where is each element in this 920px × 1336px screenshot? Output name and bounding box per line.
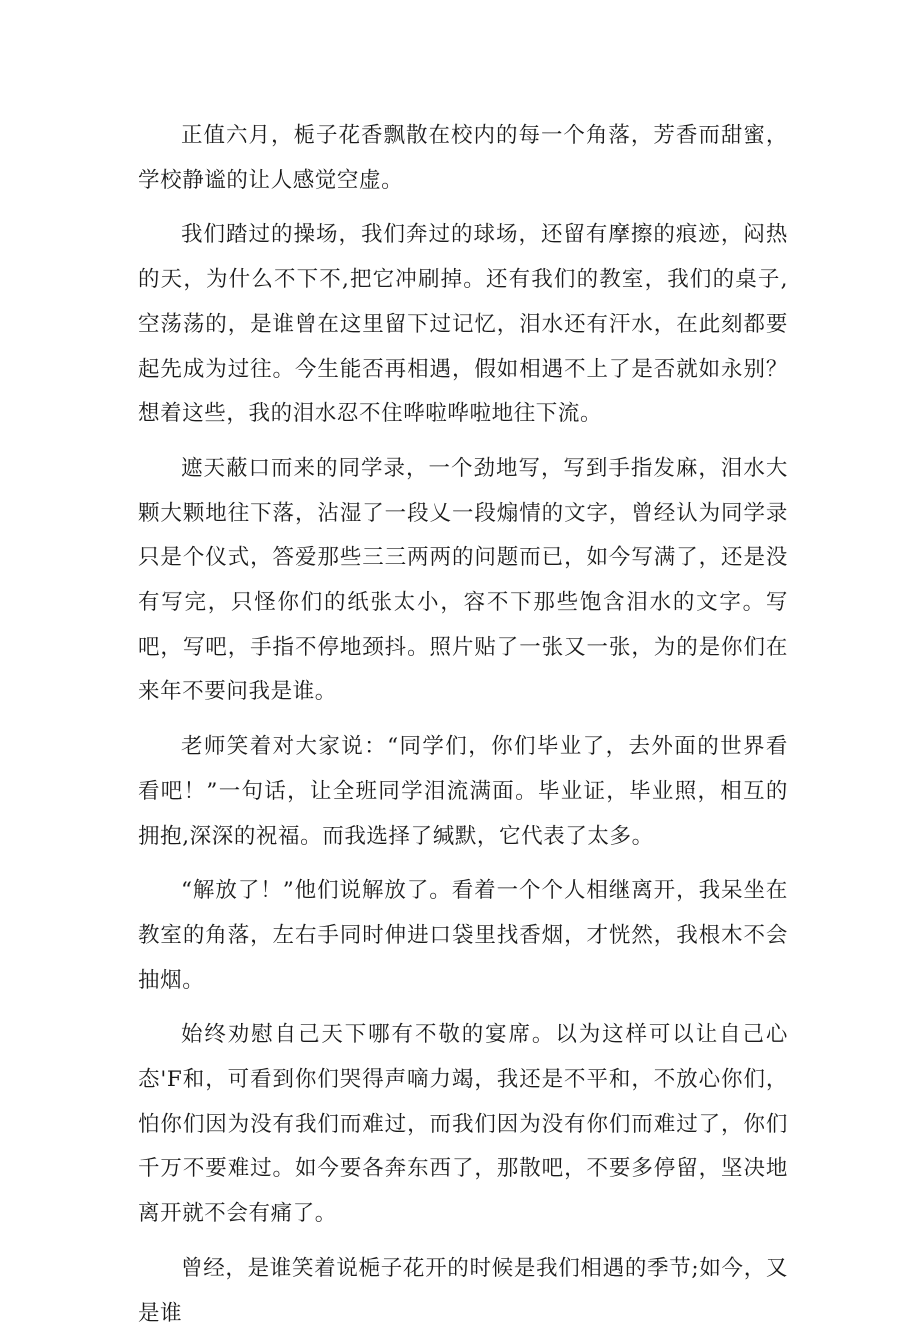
paragraph-3: 遮天蔽口而来的同学录，一个劲地写，写到手指发麻，泪水大颗大颗地往下落，沾湿了一段乂一段煽情的文字，曾经认为同学录只是个仪式，答爱那些三三两两的问题而已，如今写满了，还是没有写完，只怪你们的纸张太小，容不下那些饱含泪水的文字。写吧，写吧，手指不停地颈抖。照片贴了一张又一张，为的是你们在来年不要问我是谁。: [138, 455, 788, 705]
document-body: [138, 114, 788, 1336]
paragraph-1: 正值六月，栀子花香飘散在校内的每一个角落，芳香而甜蜜，学校静谧的让人感觉空虚。: [138, 123, 788, 193]
paragraph-6: 始终劝慰自己天下哪有不敬的宴席。以为这样可以让自己心态'F和，可看到你们哭得声嘀力竭，我还是不平和，不放心你们，怕你们因为没有我们而难过，而我们因为没有你们而难过了，你们千万不要难过。如今要各奔东西了，那散吧，不要多停留，坚决地离开就不会有痛了。: [138, 1022, 788, 1227]
paragraph-7: 曾经，是谁笑着说梔子花开的时候是我们相遇的季节;如今，又是谁: [138, 1255, 788, 1326]
paragraph-2: 我们踏过的操场，我们奔过的球场，还留有摩擦的痕迹，闷热的天，为什么不下不,把它冲刷掉。还有我们的教室，我们的桌子,空荡荡的，是谁曾在这里留下过记忆，泪水还有汗水，在此刻都要起先成为过往。今生能否再相遇，假如相遇不上了是否就如永别？想着这些，我的泪水忍不住哗啦哗啦地往下流。: [138, 222, 788, 427]
paragraph-4: 老师笑着对大家说：“同学们，你们毕业了，去外面的世界看看吧！”一句话，让全班同学泪流满面。毕业证，毕业照，相互的拥抱,深深的祝福。而我选择了缄默，它代表了太多。: [138, 734, 788, 849]
paragraph-5: “解放了！”他们说解放了。看着一个个人相继离开，我呆坐在教室的角落，左右手同时伸进口袋里找香烟，才恍然，我根木不会抽烟。: [138, 878, 788, 993]
